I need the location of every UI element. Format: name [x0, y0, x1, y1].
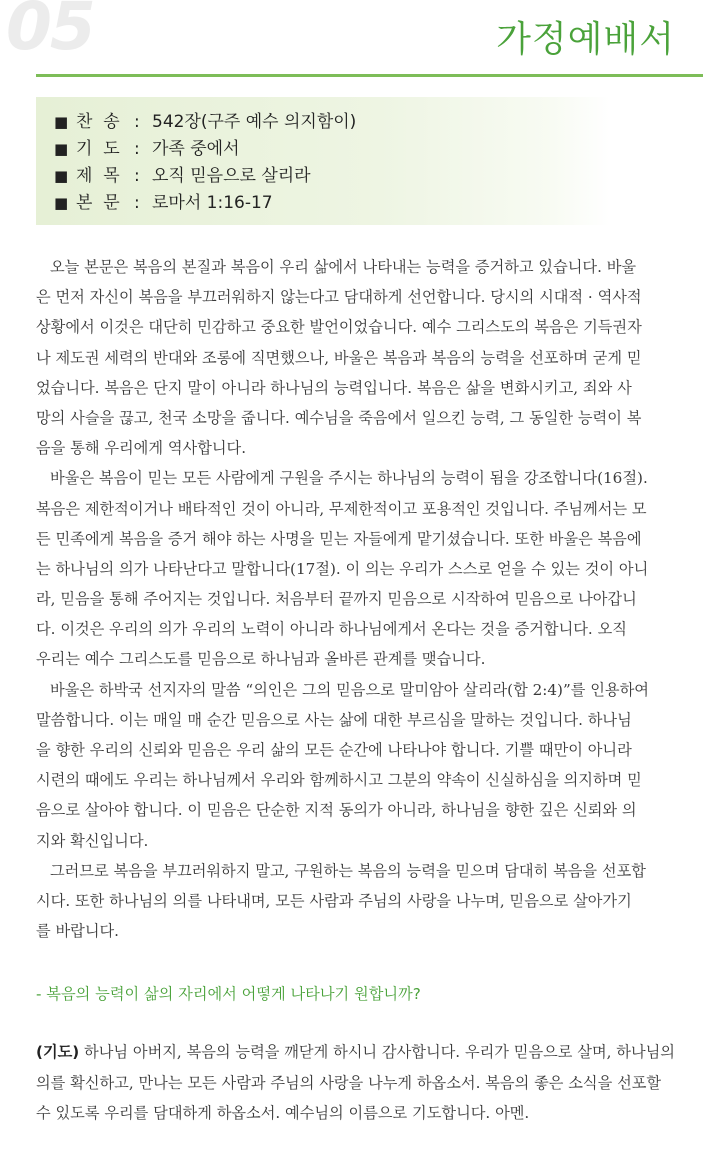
- body-line: 그러므로 복음을 부끄러워하지 말고, 구원하는 복음의 능력을 믿으며 담대히 복음을 선포합: [50, 861, 646, 880]
- body-line: 음을 통해 우리에게 역사합니다.: [36, 439, 247, 458]
- square-bullet-icon: ■: [54, 167, 69, 185]
- body-line: 는 하나님의 의가 나타난다고 말합니다(17절). 이 의는 우리가 스스로 얻을 수 있는 것이 아니: [36, 559, 649, 578]
- info-key: 본 문: [76, 193, 120, 213]
- info-row-scripture: [54, 190, 610, 217]
- body-line: 든 민족에게 복음을 증거 해야 하는 사명을 믿는 자들에게 맡기셨습니다. 또한 바울은 복음에: [36, 529, 642, 548]
- square-bullet-icon: ■: [54, 113, 69, 131]
- body-line: 상황에서 이것은 대단히 민감하고 중요한 발언이었습니다. 예수 그리스도의 복음은 기득권자: [36, 318, 642, 337]
- info-colon: :: [134, 112, 140, 132]
- info-colon: :: [134, 166, 140, 186]
- body-line: 말씀합니다. 이는 매일 매 순간 믿음으로 사는 삶에 대한 부르심을 말하는 것입니다. 하나님: [36, 710, 632, 729]
- closing-prayer: [36, 1037, 676, 1129]
- prayer-label: (기도): [36, 1043, 80, 1061]
- prayer-text: 하나님 아버지, 복음의 능력을 깨닫게 하시니 감사합니다. 우리가 믿음으로 살며, 하나님의 의를 확신하고, 만나는 모든 사람과 주님의 사랑을 나누게 하옵소서. 복음의 좋은 소식을 선포할 수 있도록 우리를 담대하게 하옵소서. 예수님의 이름으로 기도합니다. 아멘.: [36, 1043, 675, 1122]
- info-row-prayer: [54, 136, 610, 163]
- body-line: 복음은 제한적이거나 배타적인 것이 아니라, 무제한적이고 포용적인 것입니다. 주님께서는 모: [36, 499, 647, 518]
- worship-info-box: [36, 97, 610, 225]
- info-colon: :: [134, 139, 140, 159]
- info-value: 542장(구주 예수 의지함이): [152, 112, 357, 132]
- body-line: 오늘 본문은 복음의 본질과 복음이 우리 삶에서 나타내는 능력을 증거하고 있습니다. 바울: [50, 258, 637, 276]
- body-line: 바울은 복음이 믿는 모든 사람에게 구원을 주시는 하나님의 능력이 됨을 강조합니다(16절).: [50, 469, 648, 488]
- body-line: 음으로 살아야 합니다. 이 믿음은 단순한 지적 동의가 아니라, 하나님을 향한 깊은 신뢰와 의: [36, 801, 637, 820]
- body-line: 라, 믿음을 통해 주어지는 것입니다. 처음부터 끝까지 믿음으로 시작하여 믿음으로 나아갑니: [36, 590, 637, 609]
- sermon-body: [36, 252, 674, 946]
- info-colon: :: [134, 193, 140, 213]
- page-header: [0, 0, 703, 86]
- body-line: 시다. 또한 하나님의 의를 나타내며, 모든 사람과 주님의 사랑을 나누며, 믿음으로 살아가기: [36, 891, 632, 910]
- body-line: 나 제도권 세력의 반대와 조롱에 직면했으나, 바울은 복음과 복음의 능력을 선포하며 굳게 믿: [36, 348, 642, 367]
- body-line: 우리는 예수 그리스도를 믿음으로 하나님과 올바른 관계를 맺습니다.: [36, 650, 486, 669]
- info-key: 기 도: [76, 139, 120, 159]
- square-bullet-icon: ■: [54, 140, 69, 158]
- body-line: 지와 확신입니다.: [36, 831, 149, 850]
- body-line: 다. 이것은 우리의 의가 우리의 노력이 아니라 하나님에게서 온다는 것을 증거합니다. 오직: [36, 620, 627, 639]
- info-key: 제 목: [76, 166, 120, 186]
- body-line: 를 바랍니다.: [36, 922, 120, 941]
- info-key: 찬 송: [76, 112, 120, 132]
- body-line: 은 먼저 자신이 복음을 부끄러워하지 않는다고 담대하게 선언합니다. 당시의 시대적 · 역사적: [36, 288, 642, 307]
- square-bullet-icon: ■: [54, 194, 69, 212]
- body-line: 을 향한 우리의 신뢰와 믿음은 우리 삶의 모든 순간에 나타나야 합니다. 기쁠 때만이 아니라: [36, 741, 632, 759]
- body-line: 었습니다. 복음은 단지 말이 아니라 하나님의 능력입니다. 복음은 삶을 변화시키고, 죄와 사: [36, 378, 632, 397]
- body-line: 시련의 때에도 우리는 하나님께서 우리와 함께하시고 그분의 약속이 신실하심을 의지하며 믿: [36, 771, 642, 790]
- info-row-title: [54, 163, 610, 190]
- section-title: 가정예배서: [496, 19, 675, 60]
- page-number: 05: [6, 0, 94, 65]
- header-divider: [36, 74, 703, 77]
- info-value: 로마서 1:16-17: [152, 193, 273, 213]
- body-line: 망의 사슬을 끊고, 천국 소망을 줍니다. 예수님을 죽음에서 일으킨 능력, 그 동일한 능력이 복: [36, 408, 642, 427]
- info-value: 오직 믿음으로 살리라: [152, 166, 311, 186]
- reflection-question: - 복음의 능력이 삶의 자리에서 어떻게 나타나기 원합니까?: [36, 985, 421, 1003]
- info-row-hymn: [54, 109, 610, 136]
- info-value: 가족 중에서: [152, 139, 240, 159]
- body-line: 바울은 하박국 선지자의 말씀 “의인은 그의 믿음으로 말미암아 살리라(합 2:4)”를 인용하여: [50, 680, 649, 699]
